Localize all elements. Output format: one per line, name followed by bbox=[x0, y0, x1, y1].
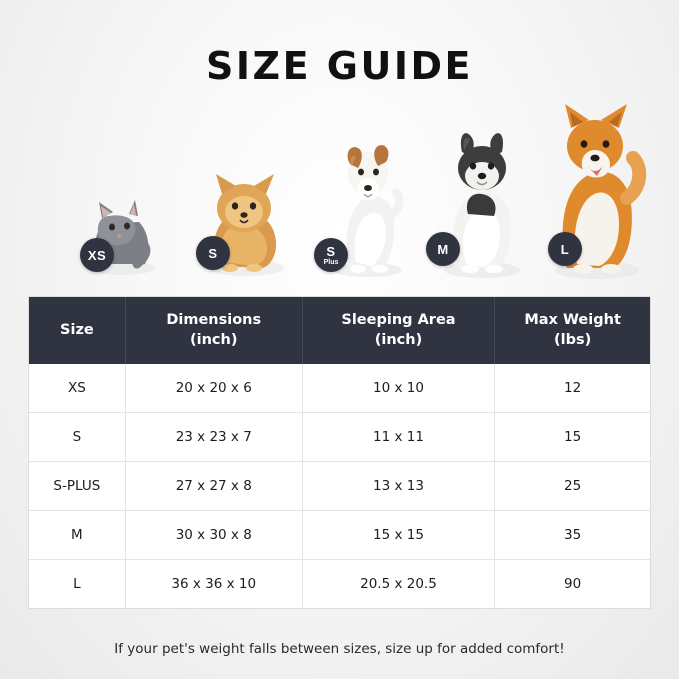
badge-xs: XS bbox=[80, 238, 114, 272]
table-header-row bbox=[29, 297, 650, 364]
cell-size: S bbox=[29, 413, 125, 462]
cell-sleeping-area: 15 x 15 bbox=[302, 511, 495, 560]
pet-l bbox=[540, 95, 650, 280]
footnote: If your pet's weight falls between sizes, size up for added comfort! bbox=[114, 641, 565, 657]
table-row bbox=[29, 511, 650, 560]
size-table bbox=[28, 296, 651, 609]
page-title: SIZE GUIDE bbox=[206, 44, 473, 88]
cell-sleeping-area: 11 x 11 bbox=[302, 413, 495, 462]
header-max-weight-line2: (lbs) bbox=[554, 331, 592, 348]
table-row bbox=[29, 462, 650, 511]
cell-dimensions: 30 x 30 x 8 bbox=[125, 511, 302, 560]
table-row bbox=[29, 560, 650, 609]
pet-xs bbox=[58, 170, 168, 280]
badge-l: L bbox=[548, 232, 582, 266]
pet-s bbox=[188, 155, 298, 280]
header-size bbox=[29, 297, 125, 364]
header-size-line1: Size bbox=[60, 321, 94, 338]
cell-size: XS bbox=[29, 364, 125, 413]
badge-m: M bbox=[426, 232, 460, 266]
header-dimensions-line2: (inch) bbox=[190, 331, 238, 348]
table-row bbox=[29, 413, 650, 462]
header-max-weight-line1: Max Weight bbox=[524, 312, 621, 328]
header-sleeping-area-line1: Sleeping Area bbox=[341, 312, 456, 328]
table-row bbox=[29, 364, 650, 413]
pet-m bbox=[426, 120, 536, 280]
cell-max-weight: 15 bbox=[495, 413, 650, 462]
pet-s-plus bbox=[316, 130, 416, 280]
cell-dimensions: 27 x 27 x 8 bbox=[125, 462, 302, 511]
cell-sleeping-area: 13 x 13 bbox=[302, 462, 495, 511]
cat-illustration bbox=[59, 172, 167, 280]
cell-size: S-PLUS bbox=[29, 462, 125, 511]
cell-dimensions: 20 x 20 x 6 bbox=[125, 364, 302, 413]
header-max-weight bbox=[495, 297, 650, 364]
cell-max-weight: 25 bbox=[495, 462, 650, 511]
pet-illustration-row bbox=[28, 95, 651, 280]
cell-dimensions: 23 x 23 x 7 bbox=[125, 413, 302, 462]
cell-sleeping-area: 10 x 10 bbox=[302, 364, 495, 413]
header-sleeping-area bbox=[302, 297, 495, 364]
cell-max-weight: 12 bbox=[564, 380, 582, 397]
cell-max-weight: 35 bbox=[495, 511, 650, 560]
badge-s-plus: S Plus bbox=[314, 238, 348, 272]
cell-max-weight: 90 bbox=[495, 560, 650, 609]
cell-sleeping-area: 20.5 x 20.5 bbox=[302, 560, 495, 609]
header-sleeping-area-line2: (inch) bbox=[374, 331, 423, 348]
cell-size: L bbox=[29, 560, 125, 609]
cell-dimensions: 36 x 36 x 10 bbox=[125, 560, 302, 609]
badge-s: S bbox=[196, 236, 230, 270]
header-dimensions bbox=[125, 297, 302, 364]
header-dimensions-line1: Dimensions bbox=[166, 312, 262, 328]
cell-size: M bbox=[29, 511, 125, 560]
